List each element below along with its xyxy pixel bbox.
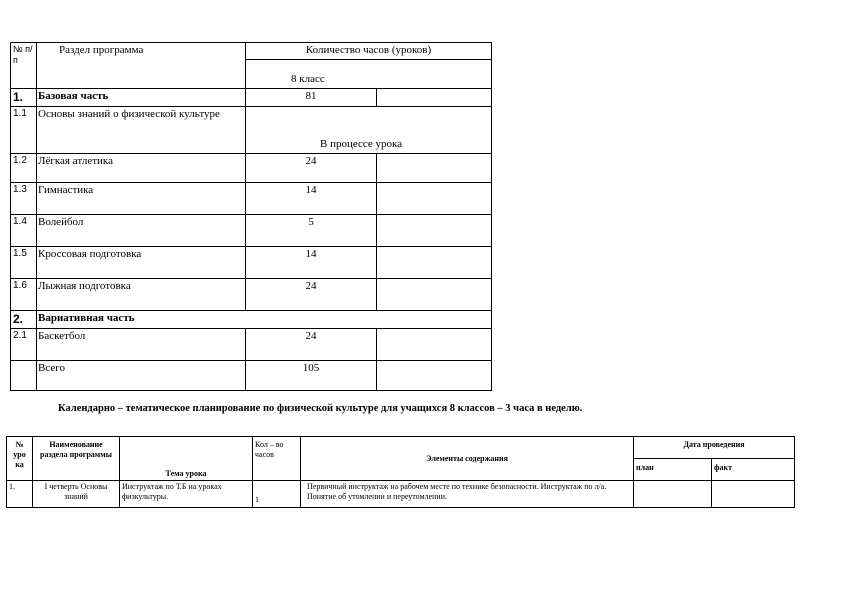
hours-table: [10, 42, 492, 391]
lesson-content: Первичный инструктаж на рабочем месте по технике безопасности. Инструктаж по л/а. Понятие об утомлении и переутомлении.: [301, 481, 634, 508]
row-hours: 24: [246, 329, 377, 361]
row-extra: [377, 154, 492, 183]
row-num: [11, 361, 37, 391]
row-extra: [377, 361, 492, 391]
col-header-grade: 8 класс: [246, 60, 492, 89]
row-hours: 105: [246, 361, 377, 391]
table-row: [11, 311, 492, 329]
table-row: [11, 329, 492, 361]
col-header-num: № п/п: [11, 43, 37, 89]
row-hours: 81: [246, 89, 377, 107]
row-extra: [377, 329, 492, 361]
row-hours: 5: [246, 215, 377, 247]
row-name: Гимнастика: [37, 183, 246, 215]
col-header-date: Дата проведения: [634, 437, 795, 459]
table-row: [11, 89, 492, 107]
table-row: [11, 279, 492, 311]
col-header-lesson-num: № уро ка: [7, 437, 33, 481]
row-hours: 14: [246, 183, 377, 215]
row-num: 1.5: [11, 247, 37, 279]
row-extra: [377, 279, 492, 311]
lesson-topic: Инструктаж по Т.Б на уроках физкультуры.: [120, 481, 253, 508]
row-num: 2.: [11, 311, 37, 329]
col-header-section: Раздел программа: [37, 43, 246, 89]
table-row: [11, 183, 492, 215]
lesson-section: I четверть Основы знаний: [33, 481, 120, 508]
row-num: 2.1: [11, 329, 37, 361]
row-name: Всего: [37, 361, 246, 391]
row-name: Кроссовая подготовка: [37, 247, 246, 279]
row-hours: 24: [246, 279, 377, 311]
row-name: Волейбол: [37, 215, 246, 247]
col-header-section: Наименование раздела программы: [33, 437, 120, 481]
row-num: 1.3: [11, 183, 37, 215]
col-header-plan: план: [634, 459, 712, 481]
row-name: Лёгкая атлетика: [37, 154, 246, 183]
row-name: Основы знаний о физической культуре: [37, 107, 246, 154]
table-row: [11, 215, 492, 247]
lesson-num: 1.: [7, 481, 33, 508]
row-hours: 24: [246, 154, 377, 183]
row-num: 1.1: [11, 107, 37, 154]
table-row: [11, 154, 492, 183]
row-hours: 14: [246, 247, 377, 279]
row-hours: В процессе урока: [246, 107, 492, 154]
col-header-content: Элементы содержания: [301, 437, 634, 481]
row-name: Базовая часть: [37, 89, 246, 107]
row-num: 1.6: [11, 279, 37, 311]
table-row: [11, 361, 492, 391]
row-extra: [377, 247, 492, 279]
row-extra: [377, 215, 492, 247]
row-name: Вариативная часть: [37, 311, 492, 329]
row-num: 1.4: [11, 215, 37, 247]
row-name: Баскетбол: [37, 329, 246, 361]
col-header-count: Кол – во часов: [253, 437, 301, 481]
row-num: 1.: [11, 89, 37, 107]
calendar-title: Календарно – тематическое планирование по физической культуре для учащихся 8 классов – 3 часа в неделю.: [58, 403, 583, 414]
col-header-topic: Тема урока: [120, 437, 253, 481]
row-extra: [377, 89, 492, 107]
row-extra: [377, 183, 492, 215]
col-header-fact: факт: [712, 459, 795, 481]
table-row: [7, 481, 795, 508]
row-num: 1.2: [11, 154, 37, 183]
col-header-hours: Количество часов (уроков): [246, 43, 492, 60]
table-row: [11, 107, 492, 154]
lesson-fact: [712, 481, 795, 508]
table-row: [11, 247, 492, 279]
calendar-table: [6, 436, 795, 508]
lesson-plan: [634, 481, 712, 508]
row-name: Лыжная подготовка: [37, 279, 246, 311]
lesson-count: 1: [253, 481, 301, 508]
